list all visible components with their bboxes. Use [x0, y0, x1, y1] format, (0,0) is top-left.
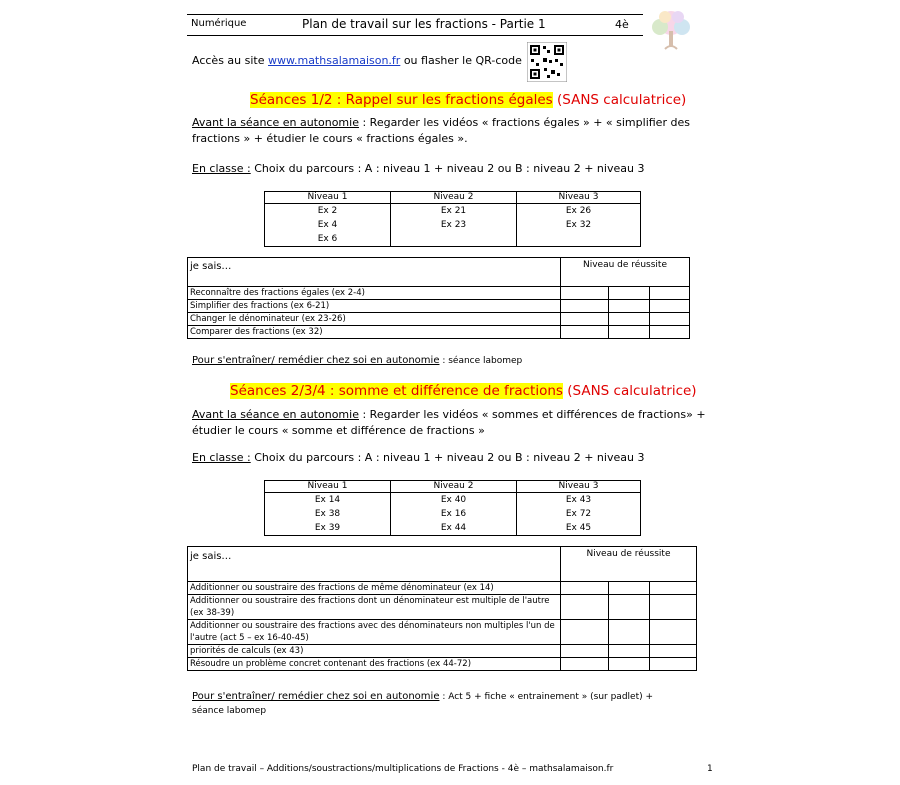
- section2-train-text-2: séance labomep: [192, 706, 267, 716]
- section1-skills-table: [187, 257, 690, 339]
- skill-row: Additionner ou soustraire des fractions avec des dénominateurs non multiples l'un de l'autre (act 5 – ex 16-40-45): [188, 620, 561, 645]
- score-cell[interactable]: [650, 645, 697, 658]
- score-cell[interactable]: [561, 658, 609, 671]
- section1-classe-label: En classe :: [192, 162, 251, 175]
- skill-row: Résoudre un problème concret contenant des fractions (ex 44-72): [188, 658, 561, 671]
- score-cell[interactable]: [561, 645, 609, 658]
- section1-classe-text: Choix du parcours : A : niveau 1 + niveau 2 ou B : niveau 2 + niveau 3: [250, 162, 645, 175]
- score-cell[interactable]: [609, 658, 650, 671]
- section2-classe-label: En classe :: [192, 451, 251, 464]
- section1-title-note: (SANS calculatrice): [552, 92, 687, 108]
- section1-levels-table: [264, 191, 641, 247]
- header-bar: [187, 14, 643, 36]
- section2-skills-table: [187, 546, 697, 671]
- exercise: Ex 26: [565, 206, 592, 216]
- section1-title-highlight: Séances 1/2 : Rappel sur les fractions égales: [250, 92, 553, 108]
- skill-row: Comparer des fractions (ex 32): [188, 326, 561, 339]
- section2-avant: [192, 407, 706, 439]
- score-cell[interactable]: [650, 287, 690, 300]
- exercise: Ex 21: [440, 206, 467, 216]
- section2-avant-label: Avant la séance en autonomie: [192, 408, 359, 421]
- score-cell[interactable]: [609, 326, 650, 339]
- footer-text: Plan de travail – Additions/soustractions/multiplications de Fractions - 4è – mathsalamaison.fr: [192, 764, 614, 774]
- section2-train-text-1: : Act 5 + fiche « entrainement » (sur padlet) +: [439, 692, 654, 702]
- score-cell[interactable]: [650, 595, 697, 620]
- exercise: Ex 32: [565, 220, 592, 230]
- score-cell[interactable]: [609, 582, 650, 595]
- exercise: Ex 6: [317, 234, 338, 244]
- score-cell[interactable]: [609, 287, 650, 300]
- niveau-header: Niveau de réussite: [561, 258, 690, 287]
- access-prefix: Accès au site: [192, 54, 268, 67]
- header-left: Numérique: [191, 18, 247, 29]
- score-cell[interactable]: [650, 326, 690, 339]
- exercise: Ex 39: [314, 523, 341, 533]
- skills-header: je sais…: [188, 258, 561, 287]
- section2-classe: [192, 451, 644, 464]
- score-cell[interactable]: [650, 300, 690, 313]
- level-cell: [391, 204, 517, 247]
- access-line: [192, 54, 522, 67]
- level-cell: [517, 204, 641, 247]
- section2-train-label: Pour s'entraîner/ remédier chez soi en autonomie: [192, 691, 440, 702]
- section1-avant-text-1: : Regarder les vidéos « fractions égales » + « simplifier des: [358, 116, 690, 129]
- score-cell[interactable]: [561, 582, 609, 595]
- score-cell[interactable]: [561, 313, 609, 326]
- skill-row: Simplifier des fractions (ex 6-21): [188, 300, 561, 313]
- level-header: Niveau 2: [391, 481, 517, 493]
- level-header: Niveau 1: [265, 192, 391, 204]
- section1-avant-text-2: fractions » + étudier le cours « fractions égales ».: [192, 132, 468, 145]
- header-level: 4è: [615, 18, 629, 31]
- exercise: Ex 14: [314, 495, 341, 505]
- section2-levels-table: [264, 480, 641, 536]
- exercise: Ex 43: [565, 495, 592, 505]
- niveau-header: Niveau de réussite: [561, 547, 697, 582]
- section2-title-highlight: Séances 2/3/4 : somme et différence de fractions: [230, 383, 563, 399]
- score-cell[interactable]: [609, 313, 650, 326]
- level-header: Niveau 3: [517, 192, 641, 204]
- exercise: Ex 4: [317, 220, 338, 230]
- section1-avant-label: Avant la séance en autonomie: [192, 116, 359, 129]
- section1-train: [192, 355, 522, 366]
- qr-code-icon[interactable]: [527, 42, 567, 82]
- section1-train-label: Pour s'entraîner/ remédier chez soi en autonomie: [192, 355, 440, 366]
- score-cell[interactable]: [561, 287, 609, 300]
- skill-row: Additionner ou soustraire des fractions de même dénominateur (ex 14): [188, 582, 561, 595]
- score-cell[interactable]: [650, 582, 697, 595]
- score-cell[interactable]: [561, 326, 609, 339]
- exercise: Ex 40: [440, 495, 467, 505]
- section1-title: [250, 92, 686, 108]
- level-cell: [265, 493, 391, 536]
- score-cell[interactable]: [561, 595, 609, 620]
- exercise: Ex 72: [565, 509, 592, 519]
- score-cell[interactable]: [609, 620, 650, 645]
- score-cell[interactable]: [609, 645, 650, 658]
- section2-title-note: (SANS calculatrice): [562, 383, 697, 399]
- section1-avant: [192, 115, 690, 147]
- tree-logo-icon: [645, 5, 697, 57]
- exercise: Ex 44: [440, 523, 467, 533]
- section2-train: [192, 690, 653, 718]
- level-header: Niveau 3: [517, 481, 641, 493]
- section2-avant-text-1: : Regarder les vidéos « sommes et différences de fractions» +: [358, 408, 706, 421]
- level-header: Niveau 1: [265, 481, 391, 493]
- score-cell[interactable]: [650, 658, 697, 671]
- score-cell[interactable]: [650, 313, 690, 326]
- score-cell[interactable]: [561, 620, 609, 645]
- exercise: Ex 16: [440, 509, 467, 519]
- skill-row: priorités de calculs (ex 43): [188, 645, 561, 658]
- section1-classe: [192, 162, 644, 175]
- exercise: Ex 2: [317, 206, 338, 216]
- level-cell: [517, 493, 641, 536]
- section2-title: [230, 383, 697, 399]
- page-number: 1: [707, 764, 713, 774]
- page-title: Plan de travail sur les fractions - Partie 1: [302, 17, 546, 31]
- level-cell: [265, 204, 391, 247]
- level-cell: [391, 493, 517, 536]
- score-cell[interactable]: [609, 300, 650, 313]
- exercise: Ex 23: [440, 220, 467, 230]
- section2-avant-text-2: étudier le cours « somme et différence de fractions »: [192, 424, 485, 437]
- skill-row: Additionner ou soustraire des fractions dont un dénominateur est multiple de l'autre (ex 38-39): [188, 595, 561, 620]
- skill-row: Reconnaître des fractions égales (ex 2-4): [188, 287, 561, 300]
- section2-classe-text: Choix du parcours : A : niveau 1 + niveau 2 ou B : niveau 2 + niveau 3: [250, 451, 645, 464]
- level-header: Niveau 2: [391, 192, 517, 204]
- score-cell[interactable]: [609, 595, 650, 620]
- exercise: Ex 45: [565, 523, 592, 533]
- exercise: Ex 38: [314, 509, 341, 519]
- skills-header: je sais…: [188, 547, 561, 582]
- skill-row: Changer le dénominateur (ex 23-26): [188, 313, 561, 326]
- score-cell[interactable]: [650, 620, 697, 645]
- score-cell[interactable]: [561, 300, 609, 313]
- access-suffix: ou flasher le QR-code: [400, 54, 522, 67]
- section1-train-text: : séance labomep: [439, 356, 523, 366]
- site-link[interactable]: www.mathsalamaison.fr: [268, 54, 401, 67]
